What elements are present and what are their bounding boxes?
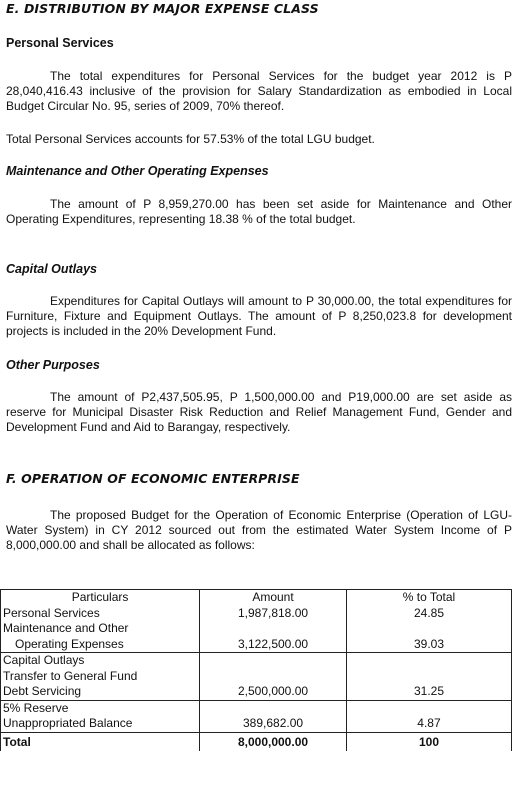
cell-amount: 3,122,500.00 — [200, 637, 347, 653]
cell-particular: Personal Services — [1, 606, 200, 622]
cell-particular: 5% Reserve — [1, 700, 200, 716]
capital-outlays-heading: Capital Outlays — [6, 262, 97, 276]
cell-percent: 24.85 — [346, 606, 511, 622]
header-percent: % to Total — [346, 590, 511, 606]
header-amount: Amount — [200, 590, 347, 606]
table-header-row — [1, 590, 512, 606]
table-row — [1, 606, 512, 622]
table-total-row — [1, 732, 512, 751]
mooe-heading: Maintenance and Other Operating Expenses — [6, 164, 269, 178]
cell-particular: Capital Outlays — [1, 653, 200, 669]
cell-particular: Unappropriated Balance — [1, 716, 200, 732]
header-particulars: Particulars — [1, 590, 200, 606]
total-percent: 100 — [346, 732, 511, 751]
personal-services-paragraph: The total expenditures for Personal Services for the budget year 2012 is P 28,040,416.43 inclusive of the provision for Salary Standardization as embodied in Local Budget Circular No. 95, series of 2009, 70% thereof. — [6, 69, 512, 113]
table-row — [1, 621, 512, 637]
cell-particular: Operating Expenses — [1, 637, 200, 653]
cell-amount — [200, 653, 347, 669]
cell-percent — [346, 669, 511, 685]
section-e-title: E. DISTRIBUTION BY MAJOR EXPENSE CLASS — [6, 1, 319, 16]
cell-amount: 1,987,818.00 — [200, 606, 347, 622]
table-row — [1, 700, 512, 716]
table-row — [1, 684, 512, 700]
cell-particular: Maintenance and Other — [1, 621, 200, 637]
cell-particular: Transfer to General Fund — [1, 669, 200, 685]
capital-outlays-paragraph: Expenditures for Capital Outlays will amount to P 30,000.00, the total expenditures for Furniture, Fixture and Equipment Outlays. The amount of P 8,250,023.8 for development projects is included in the 20% Development Fund. — [6, 294, 512, 338]
economic-enterprise-table — [0, 589, 512, 751]
other-purposes-paragraph: The amount of P2,437,505.95, P 1,500,000.00 and P19,000.00 are set aside as reserve for Municipal Disaster Risk Reduction and Relief Management Fund, Gender and Development Fund and Aid to Barangay, respectively. — [6, 390, 512, 434]
cell-amount: 389,682.00 — [200, 716, 347, 732]
personal-services-share: Total Personal Services accounts for 57.53% of the total LGU budget. — [6, 132, 375, 146]
cell-percent: 4.87 — [346, 716, 511, 732]
other-purposes-heading: Other Purposes — [6, 358, 100, 372]
cell-percent — [346, 700, 511, 716]
mooe-paragraph: The amount of P 8,959,270.00 has been set aside for Maintenance and Other Operating Expenditures, representing 18.38 % of the total budget. — [6, 197, 512, 226]
table-row — [1, 637, 512, 653]
personal-services-heading: Personal Services — [6, 36, 114, 50]
total-label: Total — [1, 732, 200, 751]
cell-amount: 2,500,000.00 — [200, 684, 347, 700]
total-amount: 8,000,000.00 — [200, 732, 347, 751]
economic-enterprise-paragraph: The proposed Budget for the Operation of Economic Enterprise (Operation of LGU-Water System) in CY 2012 sourced out from the estimated Water System Income of P 8,000,000.00 and shall be allocated as follows: — [6, 508, 512, 552]
cell-percent — [346, 621, 511, 637]
table-row — [1, 716, 512, 732]
section-f-title: F. OPERATION OF ECONOMIC ENTERPRISE — [6, 471, 300, 486]
cell-amount — [200, 669, 347, 685]
cell-amount — [200, 621, 347, 637]
cell-particular: Debt Servicing — [1, 684, 200, 700]
cell-percent: 31.25 — [346, 684, 511, 700]
table-row — [1, 653, 512, 669]
table-row — [1, 669, 512, 685]
cell-percent — [346, 653, 511, 669]
cell-amount — [200, 700, 347, 716]
cell-percent: 39.03 — [346, 637, 511, 653]
